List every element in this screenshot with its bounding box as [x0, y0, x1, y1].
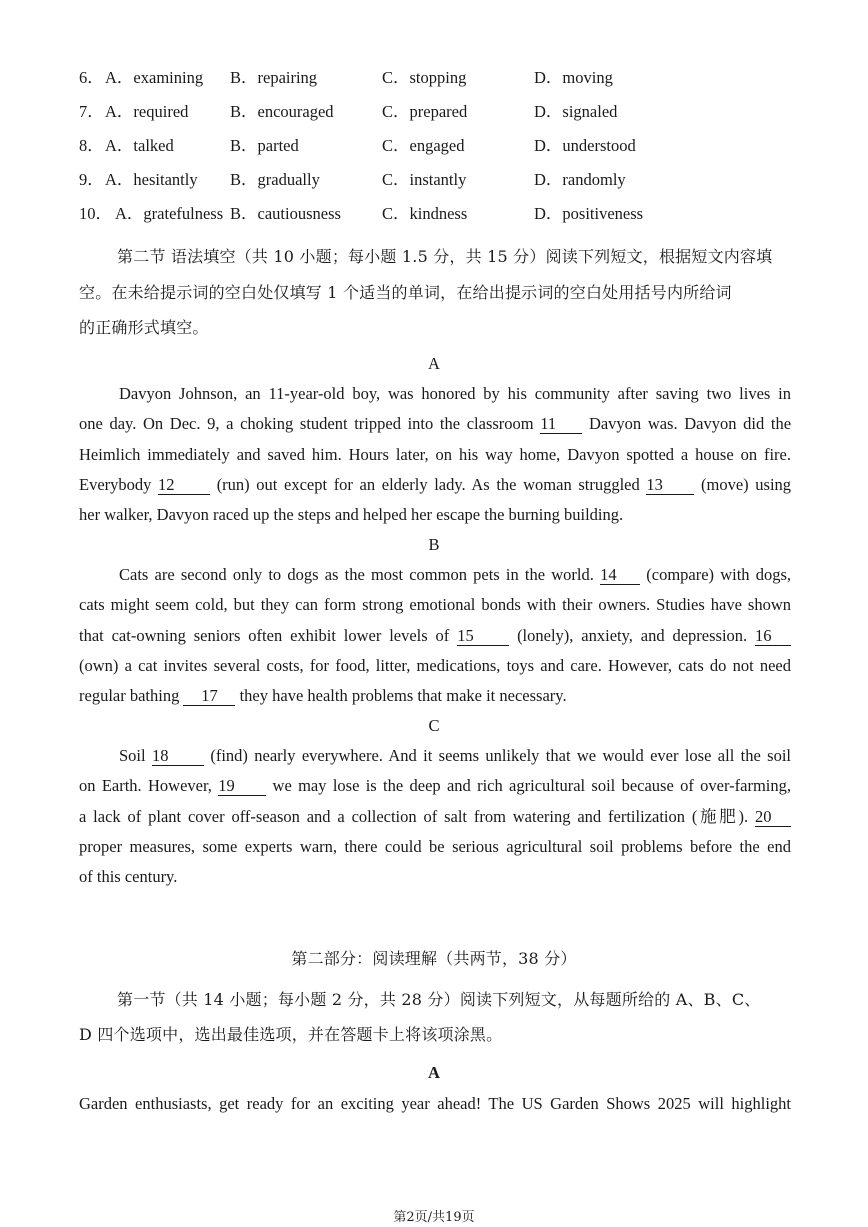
passage-line: (own) a cat invites several costs, for food, litter, medications, toys and care. However, cats do not need: [79, 655, 791, 675]
blank-20: 20: [755, 808, 791, 827]
passage-line: cats might seem cold, but they can form strong emotional bonds with their owners. Studies have shown: [79, 595, 791, 615]
blank-17: 17: [183, 687, 235, 706]
passage-line: her walker, Davyon raced up the steps and helped her escape the burning building.: [79, 505, 624, 525]
option-b: B．parted: [230, 136, 299, 155]
blank-11: 11: [540, 415, 582, 434]
option-b: B．cautiousness: [230, 204, 341, 223]
question-number: 8．: [79, 136, 104, 155]
option-c: C．prepared: [382, 102, 468, 121]
passage-line: Davyon Johnson, an 11-year-old boy, was honored by his community after saving two lives in: [119, 384, 791, 403]
text: (run) out except for an elderly lady. As the woman struggled: [216, 474, 640, 494]
passage-c-label: C: [428, 716, 440, 735]
passage-line: [79, 470, 791, 500]
passage-line: [79, 681, 791, 711]
passage-line: [79, 621, 791, 651]
text: on Earth. However,: [79, 776, 212, 796]
passage-line: of this century.: [79, 867, 178, 887]
text: Cats are second only to dogs as the most common pets in the world.: [119, 565, 594, 584]
passage-b: [79, 560, 791, 711]
option-c: C．kindness: [382, 204, 468, 223]
option-b: B．gradually: [230, 170, 320, 189]
text: one day. On Dec. 9, a choking student tripped into the classroom: [79, 414, 534, 434]
text: regular bathing: [79, 686, 180, 706]
section2-instructions-line3: 的正确形式填空。: [79, 318, 209, 337]
option-b: B．encouraged: [230, 102, 334, 121]
option-a: A．talked: [105, 136, 174, 155]
text: that cat-owning seniors often exhibit lower levels of: [79, 625, 450, 645]
option-c: C．instantly: [382, 170, 467, 189]
blank-16: 16: [755, 627, 791, 646]
option-d: D．randomly: [534, 170, 626, 189]
passage-line: proper measures, some experts warn, there could be serious agricultural soil problems before the end: [79, 836, 791, 856]
text: (find) nearly everywhere. And it seems unlikely that we would ever lose all the soil: [210, 746, 791, 765]
part2-passage-a-label: A: [428, 1063, 440, 1082]
passage-line: [79, 741, 791, 771]
option-d: D．positiveness: [534, 204, 644, 223]
option-d: D．moving: [534, 68, 613, 87]
passage-line: Heimlich immediately and saved him. Hours later, on his way home, Davyon spotted a house on fire.: [79, 444, 791, 464]
part2-instructions-line1: 第一节（共 14 小题；每小题 2 分，共 28 分）阅读下列短文，从每题所给的 A、B、C、: [117, 990, 761, 1009]
text: (move) using: [701, 474, 792, 494]
passage-c: [79, 741, 791, 892]
blank-18: 18: [152, 747, 204, 766]
question-number: 10．: [79, 204, 112, 223]
passage-line: [79, 802, 791, 832]
text: Soil: [119, 746, 146, 765]
passage-a-label: A: [428, 354, 440, 373]
blank-13: 13: [646, 476, 694, 495]
text: a lack of plant cover off-season and a collection of salt from watering and fertilization (施肥).: [79, 806, 749, 826]
text: we may lose is the deep and rich agricultural soil because of over-farming,: [272, 776, 791, 796]
passage-line: Garden enthusiasts, get ready for an exciting year ahead! The US Garden Shows 2025 will highlight: [79, 1094, 791, 1113]
text: (compare) with dogs,: [646, 565, 792, 584]
option-c: C．stopping: [382, 68, 467, 87]
option-a: A．hesitantly: [105, 170, 198, 189]
question-number: 6．: [79, 68, 104, 87]
passage-line: [79, 409, 791, 439]
option-d: D．signaled: [534, 102, 618, 121]
page-footer: 第2页/共19页: [393, 1210, 475, 1225]
blank-15: 15: [457, 627, 509, 646]
text: they have health problems that make it necessary.: [239, 686, 567, 706]
text: (lonely), anxiety, and depression.: [517, 625, 748, 645]
part2-passage-a: [79, 1089, 791, 1119]
text: Everybody: [79, 474, 152, 494]
part2-instructions-line2: D 四个选项中，选出最佳选项，并在答题卡上将该项涂黑。: [79, 1025, 503, 1044]
option-a: A．gratefulness: [115, 204, 224, 223]
blank-12: 12: [158, 476, 210, 495]
part2-title: 第二部分：阅读理解（共两节，38 分）: [291, 949, 577, 968]
passage-a: [79, 379, 791, 530]
text: Davyon was. Davyon did the: [588, 414, 792, 434]
section2-instructions-line1: 第二节 语法填空（共 10 小题；每小题 1.5 分，共 15 分）阅读下列短文，根据短文内容填: [117, 247, 773, 266]
option-b: B．repairing: [230, 68, 318, 87]
option-c: C．engaged: [382, 136, 465, 155]
option-d: D．understood: [534, 136, 636, 155]
question-number: 7．: [79, 102, 104, 121]
option-a: A．examining: [105, 68, 204, 87]
section2-instructions-line2: 空。在未给提示词的空白处仅填写 1 个适当的单词，在给出提示词的空白处用括号内所给词: [79, 283, 732, 302]
blank-19: 19: [218, 777, 266, 796]
option-a: A．required: [105, 102, 189, 121]
passage-line: [79, 771, 791, 801]
passage-line: [79, 560, 791, 590]
passage-b-label: B: [428, 535, 440, 554]
question-number: 9．: [79, 170, 104, 189]
blank-14: 14: [600, 566, 640, 585]
